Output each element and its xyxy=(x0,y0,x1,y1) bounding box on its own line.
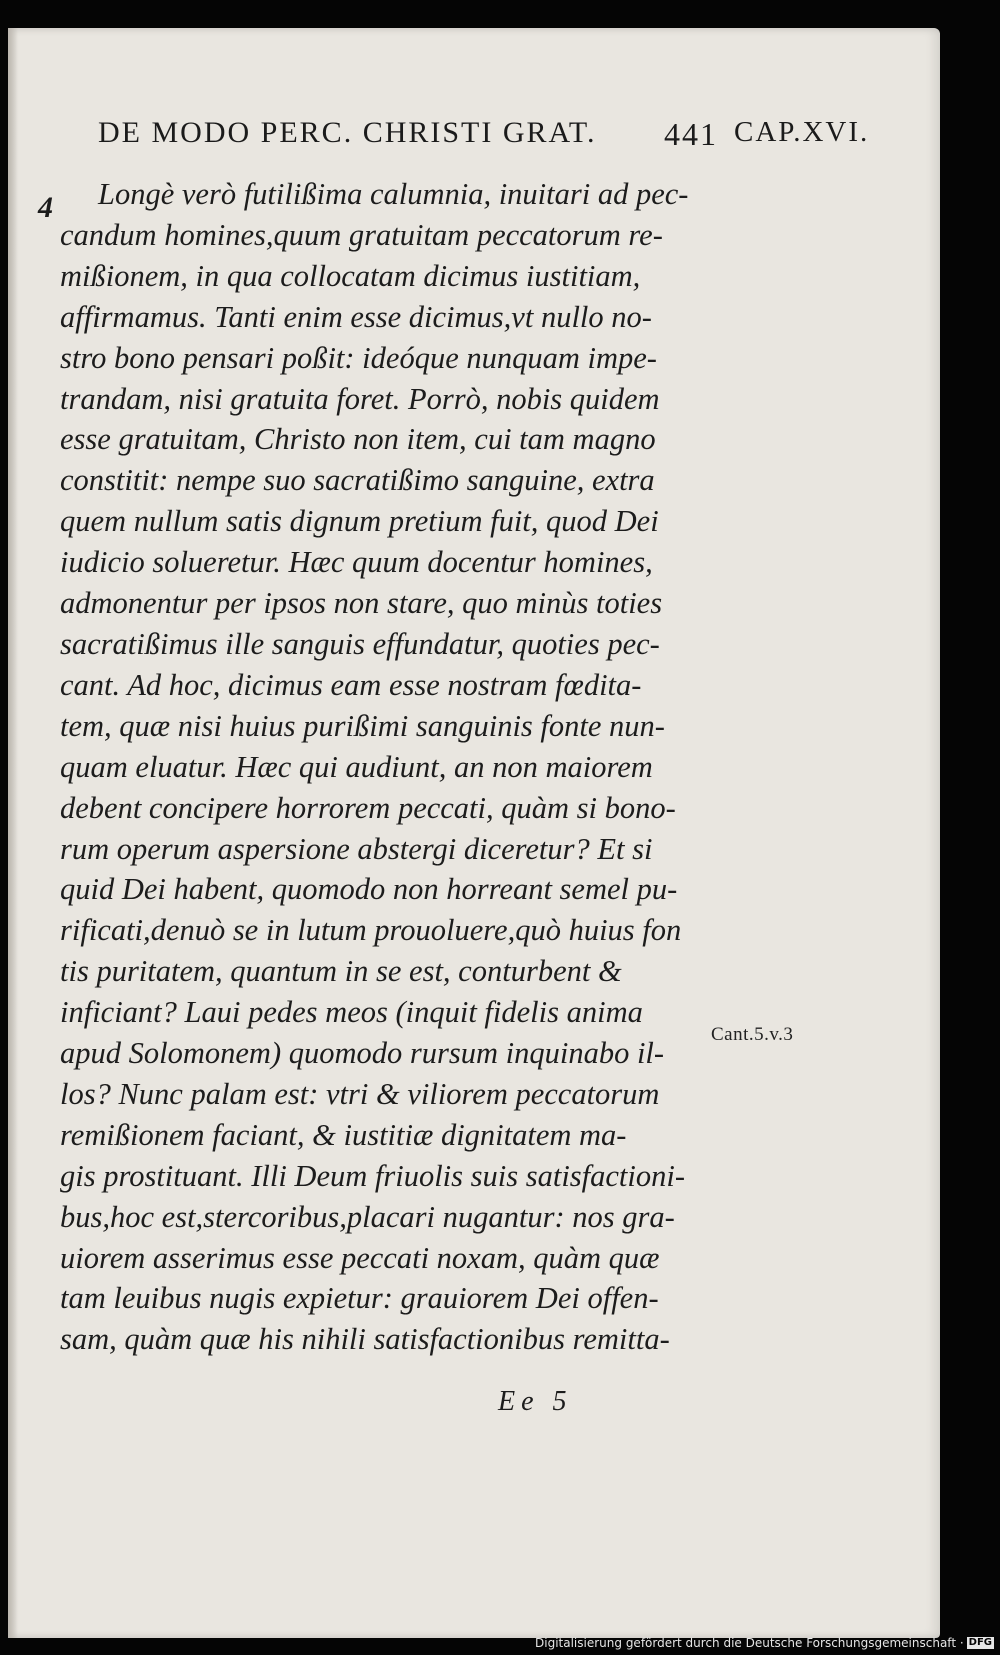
text-line: mißionem, in qua collocatam dicimus iustitiam, xyxy=(60,258,641,293)
text-line: cant. Ad hoc, dicimus eam esse nostram fœdita- xyxy=(60,667,642,702)
text-line: tem, quæ nisi huius purißimi sanguinis fonte nun- xyxy=(60,708,665,743)
book-page xyxy=(8,28,940,1638)
text-line: quem nullum satis dignum pretium fuit, quod Dei xyxy=(60,504,659,539)
paragraph-marker: 4 xyxy=(38,191,53,224)
text-line: bus,hoc est,stercoribus,placari nugantur: nos gra- xyxy=(60,1199,675,1234)
text-line: constitit: nempe suo sacratißimo sanguine, extra xyxy=(60,463,655,498)
text-line: rificati,denuò se in lutum prouoluere,quò huius fon xyxy=(60,913,682,948)
text-line: tis puritatem, quantum in se est, conturbent & xyxy=(60,954,622,989)
text-line: sacratißimus ille sanguis effundatur, quoties pec- xyxy=(60,626,660,661)
signature-mark: Ee 5 xyxy=(498,1386,573,1417)
margin-note: Cant.5.v.3 xyxy=(711,1024,794,1045)
text-line: remißionem faciant, & iustitiæ dignitatem ma- xyxy=(60,1117,627,1152)
body-text xyxy=(50,174,730,1360)
text-line: uiorem asserimus esse peccati noxam, quàm quæ xyxy=(60,1240,660,1275)
chapter-label: CAP.XVI. xyxy=(734,116,870,148)
running-title: DE MODO PERC. CHRISTI GRAT. xyxy=(98,116,597,149)
footer-text: Digitalisierung gefördert durch die Deutsche Forschungsgemeinschaft · xyxy=(535,1636,964,1650)
text-line: affirmamus. Tanti enim esse dicimus,vt nullo no- xyxy=(60,299,652,334)
text-line: Longè verò futilißima calumnia, inuitari ad pec- xyxy=(98,177,689,211)
text-line: gis prostituant. Illi Deum friuolis suis satisfactioni- xyxy=(60,1158,686,1193)
text-line: sam, quàm quæ his nihili satisfactionibus remitta- xyxy=(60,1322,670,1357)
text-line: admonentur per ipsos non stare, quo minùs toties xyxy=(60,586,663,621)
digitization-credit xyxy=(535,1636,994,1650)
text-line: candum homines,quum gratuitam peccatorum re- xyxy=(60,217,663,252)
text-line: trandam, nisi gratuita foret. Porrò, nobis quidem xyxy=(60,381,660,416)
text-line: stro bono pensari poßit: ideóque nunquam impe- xyxy=(60,340,657,375)
text-line: debent concipere horrorem peccati, quàm si bono- xyxy=(60,790,676,825)
text-line: inficiant? Laui pedes meos (inquit fidelis anima xyxy=(60,995,643,1030)
text-line: esse gratuitam, Christo non item, cui tam magno xyxy=(60,422,656,457)
running-header xyxy=(86,116,931,156)
text-line: quid Dei habent, quomodo non horreant semel pu- xyxy=(60,872,678,907)
text-line: quam eluatur. Hæc qui audiunt, an non maiorem xyxy=(60,749,653,784)
text-line: iudicio solueretur. Hæc quum docentur homines, xyxy=(60,545,653,580)
text-line: tam leuibus nugis expietur: grauiorem Dei offen- xyxy=(60,1281,659,1316)
text-line: los? Nunc palam est: vtri & viliorem peccatorum xyxy=(60,1076,660,1111)
page-number: 441 xyxy=(664,116,718,152)
text-line: apud Solomonem) quomodo rursum inquinabo il- xyxy=(60,1036,665,1071)
dfg-logo: DFG xyxy=(968,1637,992,1648)
text-line: rum operum aspersione abstergi diceretur? Et si xyxy=(60,831,653,866)
